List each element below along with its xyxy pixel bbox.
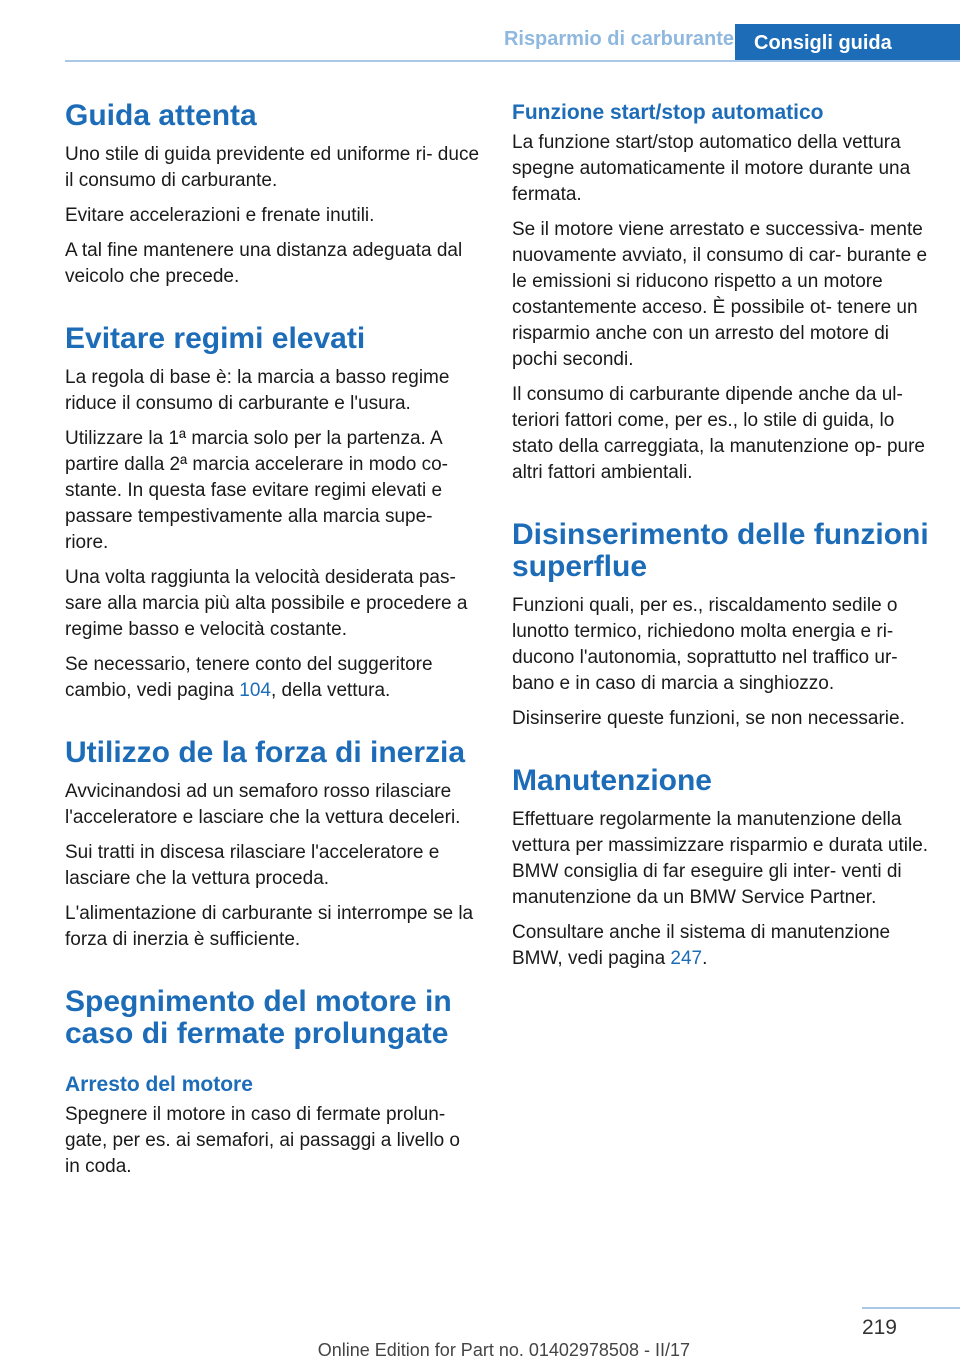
paragraph-with-link (65, 652, 480, 704)
page-link-247[interactable]: 247 (670, 948, 703, 969)
heading-disinserimento: Disinserimento delle funzioni superflue (512, 518, 929, 583)
right-column (512, 100, 930, 981)
paragraph-text: Consultare anche il sistema di manutenzione BMW, vedi pagina (512, 922, 891, 969)
heading-regimi-elevati: Evitare regimi elevati (65, 322, 366, 355)
paragraph: A tal fine mantenere una distanza adeguata dal veicolo che precede. (65, 240, 463, 287)
paragraph: Effettuare regolarmente la manutenzione della vettura per massimizzare risparmio e durata utile. BMW consiglia di far eseguire gli inter- venti di manutenzione da un BMW Service Partner. (512, 809, 929, 908)
footer-divider (862, 1307, 960, 1309)
paragraph-text: , della vettura. (270, 680, 391, 701)
header-chapter-tab[interactable]: Consigli guida (735, 24, 960, 62)
heading-guida-attenta: Guida attenta (65, 99, 257, 132)
paragraph-text: Se necessario, tenere conto del suggeritore cambio, vedi pagina (65, 654, 433, 701)
heading-forza-inerzia: Utilizzo de la forza di inerzia (65, 736, 466, 769)
page-link-104[interactable]: 104 (239, 680, 271, 701)
page-number: 219 (861, 1316, 897, 1339)
paragraph: Avvicinandosi ad un semaforo rosso rilasciare l'acceleratore e lasciare che la vettura deceleri. (65, 781, 461, 828)
paragraph: Utilizzare la 1ª marcia solo per la partenza. A partire dalla 2ª marcia accelerare in modo co- stante. In questa fase evitare regimi elevati e passare tempestivamente alla marcia supe- riore. (65, 428, 448, 553)
paragraph: Se il motore viene arrestato e successiva- mente nuovamente avviato, il consumo di car- burante e le emissioni si riducono rispetto a un motore costantemente acceso. È possibile ot- tenere un risparmio anche con un arresto del motore di pochi secondi. (512, 219, 928, 370)
header-section-title: Risparmio di carburante (503, 28, 734, 50)
paragraph: Funzioni quali, per es., riscaldamento sedile o lunotto termico, richiedono molta energia e ri- ducono l'autonomia, soprattutto nel traffico ur- bano e in caso di marcia a singhiozzo. (512, 595, 898, 694)
header-divider (65, 60, 960, 62)
paragraph-text: . (702, 948, 708, 969)
paragraph: Evitare accelerazioni e frenate inutili. (65, 205, 375, 226)
paragraph: Spegnere il motore in caso di fermate prolun- gate, per es. ai semafori, ai passaggi a livello o in coda. (65, 1104, 460, 1177)
paragraph: La funzione start/stop automatico della vettura spegne automaticamente il motore durante una fermata. (512, 132, 911, 205)
paragraph: Disinserire queste funzioni, se non necessarie. (512, 708, 905, 729)
paragraph: Una volta raggiunta la velocità desiderata pas- sare alla marcia più alta possibile e procedere a regime basso e velocità costante. (65, 567, 468, 640)
paragraph-with-link (512, 920, 930, 972)
left-column (65, 100, 480, 1189)
subheading-arresto-motore: Arresto del motore (65, 1073, 253, 1096)
paragraph: Sui tratti in discesa rilasciare l'acceleratore e lasciare che la vettura proceda. (65, 842, 440, 889)
paragraph: La regola di base è: la marcia a basso regime riduce il consumo di carburante e l'usura. (65, 367, 450, 414)
paragraph: Il consumo di carburante dipende anche da ul- teriori fattori come, per es., lo stile di guida, lo stato della carreggiata, la manutenzione op- pure altri fattori ambientali. (512, 384, 925, 483)
subheading-start-stop: Funzione start/stop automatico (512, 101, 824, 124)
heading-manutenzione: Manutenzione (512, 764, 712, 797)
heading-spegnimento-motore: Spegnimento del motore in caso di fermate prolungate (65, 985, 452, 1050)
paragraph: L'alimentazione di carburante si interrompe se la forza di inerzia è sufficiente. (65, 903, 474, 950)
paragraph: Uno stile di guida previdente ed uniforme ri- duce il consumo di carburante. (65, 144, 480, 191)
footer-edition: Online Edition for Part no. 01402978508 - II/17 (317, 1340, 690, 1360)
